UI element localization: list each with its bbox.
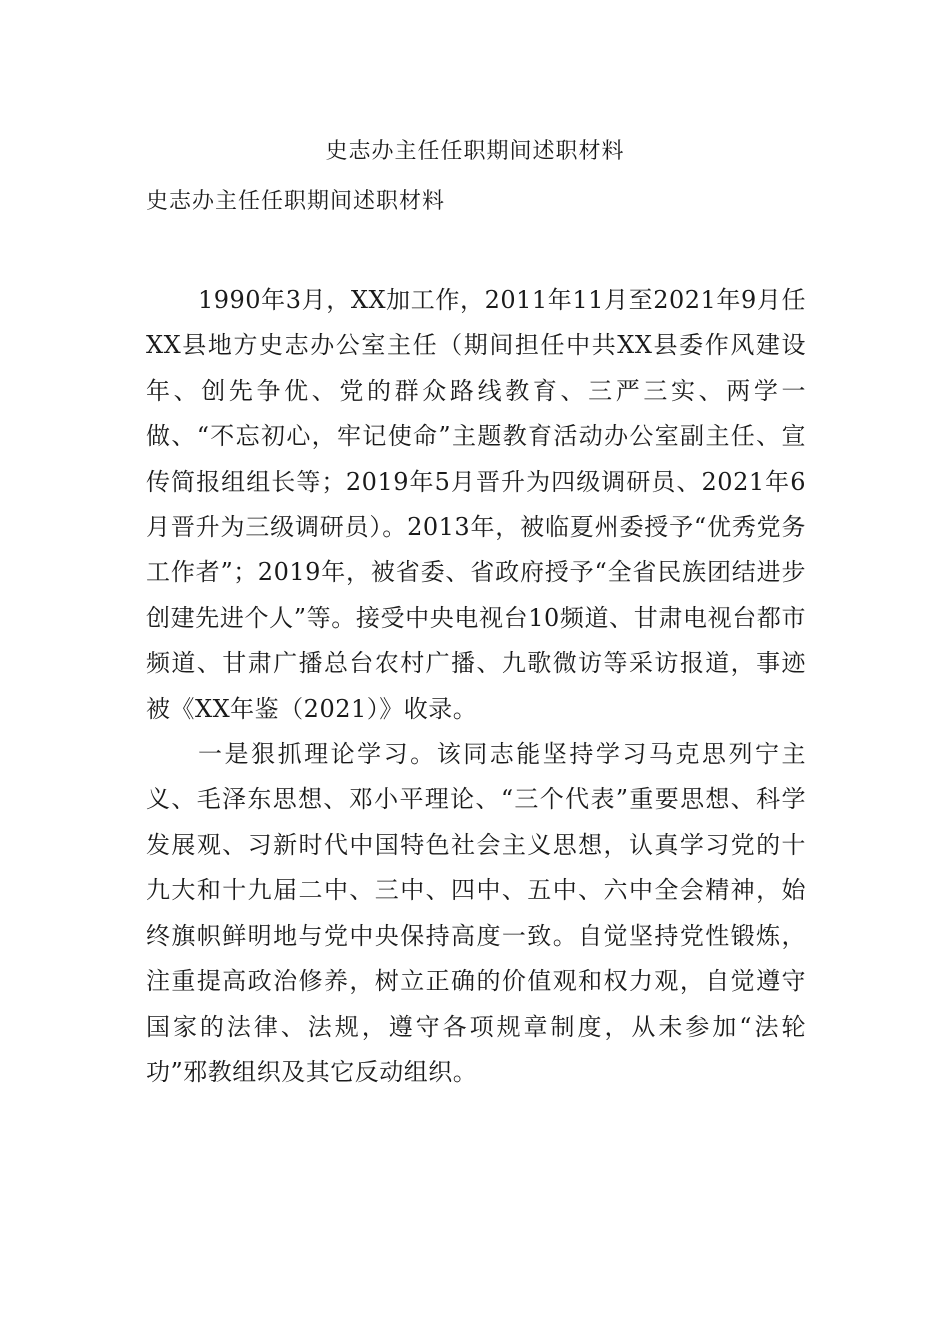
- document-subtitle: 史志办主任任职期间述职材料: [146, 189, 446, 214]
- document-body: [146, 278, 806, 1095]
- paragraph-career-summary: 1990年3月，XX加工作，2011年11月至2021年9月任XX县地方史志办公室主任（期间担任中共XX县委作风建设年、创先争优、党的群众路线教育、三严三实、两学一做、“不忘初心，牢记使命”主题教育活动办公室副主任、宣传简报组组长等；2019年5月晋升为四级调研员、2021年6月晋升为三级调研员）。2013年，被临夏州委授予“优秀党务工作者”；2019年，被省委、省政府授予“全省民族团结进步创建先进个人”等。接受中央电视台10频道、甘肃电视台都市频道、甘肃广播总台农村广播、九歌微访等采访报道，事迹被《XX年鉴（2021）》收录。: [146, 286, 806, 723]
- document-title: 史志办主任任职期间述职材料: [325, 139, 625, 164]
- paragraph-theory-study: 一是狠抓理论学习。该同志能坚持学习马克思列宁主义、毛泽东思想、邓小平理论、“三个代表”重要思想、科学发展观、习新时代中国特色社会主义思想，认真学习党的十九大和十九届二中、三中、四中、五中、六中全会精神，始终旗帜鲜明地与党中央保持高度一致。自觉坚持党性锻炼，注重提高政治修养，树立正确的价值观和权力观，自觉遵守国家的法律、法规，遵守各项规章制度，从未参加“法轮功”邪教组织及其它反动组织。: [146, 740, 806, 1086]
